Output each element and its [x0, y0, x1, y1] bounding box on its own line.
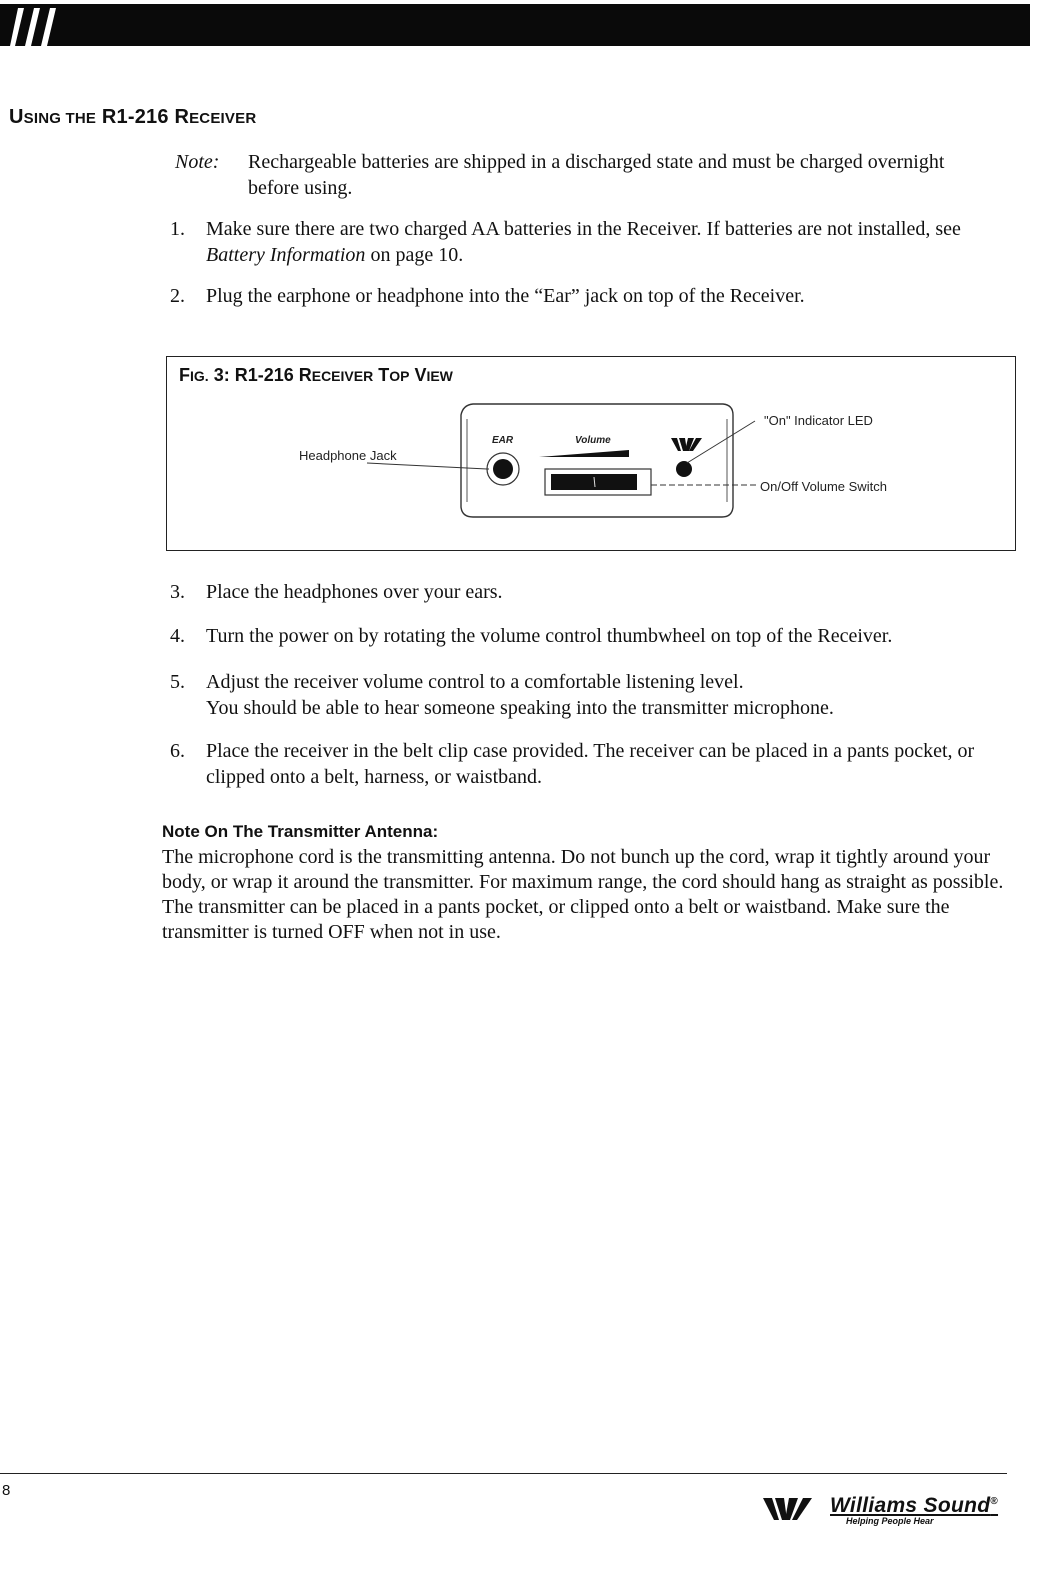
footer-rule — [0, 1473, 1007, 1474]
volume-switch-label: On/Off Volume Switch — [760, 479, 887, 494]
williams-sound-logo: Williams Sound® Helping People Hear — [763, 1494, 1013, 1528]
note-label: Note: — [175, 151, 220, 173]
note-text: Rechargeable batteries are shipped in a discharged state and must be charged overnight before using. — [248, 151, 945, 199]
section-title: USING THE R1-216 RECEIVER — [9, 106, 257, 128]
williams-sound-mark-icon — [763, 1496, 827, 1522]
device-ear-label: EAR — [492, 435, 514, 446]
device-brand-mark-icon — [671, 438, 702, 451]
antenna-note-text: The microphone cord is the transmitting antenna. Do not bunch up the cord, wrap it tightly around your body, or wrap it around the transmitter. For maximum range, the cord should hang as straight as possible. The transmitter can be placed in a pants pocket, or clipped onto a belt or waistband. Make sure the transmitter is turned OFF when not in use. — [162, 846, 1004, 943]
figure-receiver-top-view — [166, 356, 1016, 551]
on-indicator-label: "On" Indicator LED — [764, 413, 873, 428]
antenna-note-heading: Note On The Transmitter Antenna: — [162, 822, 439, 841]
headphone-jack-label: Headphone Jack — [299, 448, 397, 463]
figure-title: FIG. 3: R1-216 RECEIVER TOP VIEW — [179, 365, 453, 385]
on-indicator-led-icon — [676, 461, 692, 477]
page-number: 8 — [2, 1482, 11, 1499]
header-bar — [0, 4, 1030, 46]
volume-wedge-icon — [539, 450, 629, 457]
brand-slash-icon — [4, 8, 64, 46]
battery-information-reference: Battery Information — [206, 244, 366, 266]
device-volume-label: Volume — [575, 435, 611, 446]
receiver-diagram — [167, 357, 1017, 552]
